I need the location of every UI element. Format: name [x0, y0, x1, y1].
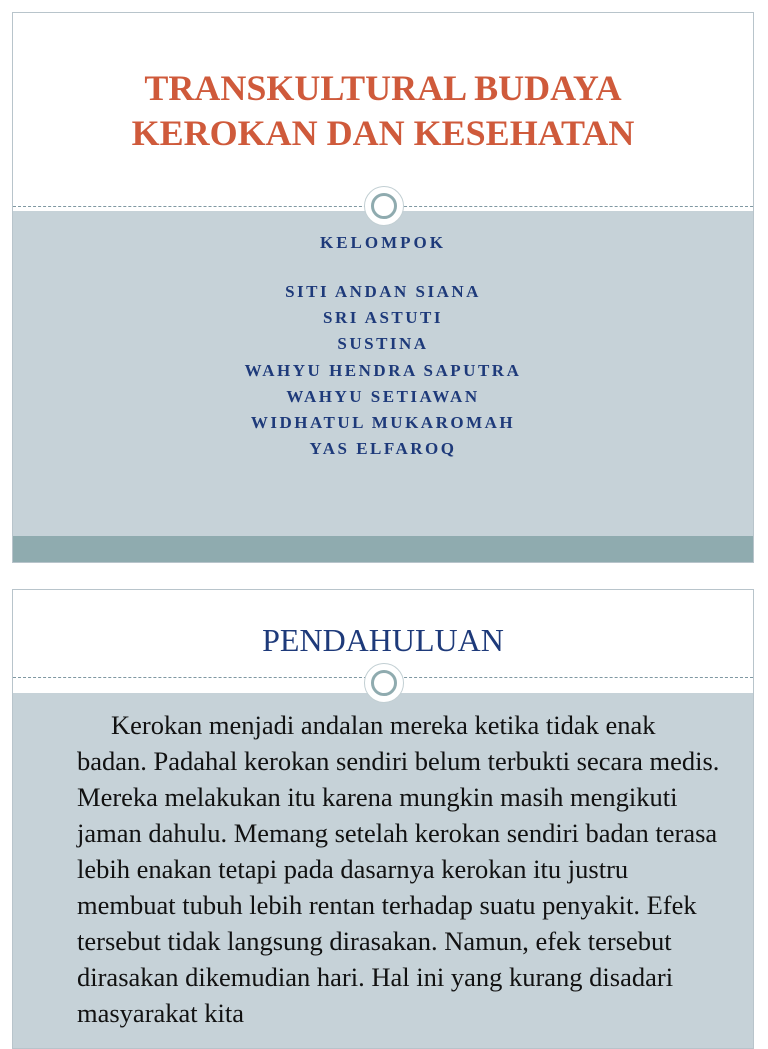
member-name: SITI ANDAN SIANA [285, 282, 481, 301]
member-name: SRI ASTUTI [323, 308, 443, 328]
title-line-1: TRANSKULTURAL BUDAYA [144, 68, 622, 108]
title-slide [12, 12, 754, 563]
content-slide [12, 589, 754, 1049]
intro-paragraph: Kerokan menjadi andalan mereka ketika tidak enak badan. Padahal kerokan sendiri belum terbukti secara medis. Mereka melakukan itu karena mungkin masih mengikuti jaman dahulu. Memang setelah kerokan sendiri badan terasa lebih enakan tetapi pada dasarnya kerokan itu justru membuat tubuh lebih rentan terhadap suatu penyakit. Efek tersebut tidak langsung dirasakan. Namun, efek tersebut dirasakan dikemudian hari. Hal ini yang kurang disadari masyarakat kita [77, 710, 720, 1028]
member-name: WIDHATUL MUKAROMAH [250, 413, 516, 433]
section-title: PENDAHULUAN [262, 622, 504, 658]
member-list [13, 279, 753, 462]
title-line-2: KEROKAN DAN KESEHATAN [131, 113, 635, 153]
member-name: YAS ELFAROQ [309, 439, 457, 459]
member-name: WAHYU SETIAWAN [286, 386, 480, 406]
group-label: KELOMPOK [320, 233, 446, 252]
member-panel [13, 211, 753, 538]
title-area [13, 13, 753, 206]
member-name: WAHYU HENDRA SAPUTRA [244, 360, 522, 380]
member-name: SUSTINA [337, 334, 429, 354]
content-panel [13, 693, 753, 1049]
ring-ornament-icon [364, 663, 404, 703]
slide-title [13, 13, 753, 156]
footer-bar [13, 536, 753, 562]
ring-ornament-icon [364, 186, 404, 226]
